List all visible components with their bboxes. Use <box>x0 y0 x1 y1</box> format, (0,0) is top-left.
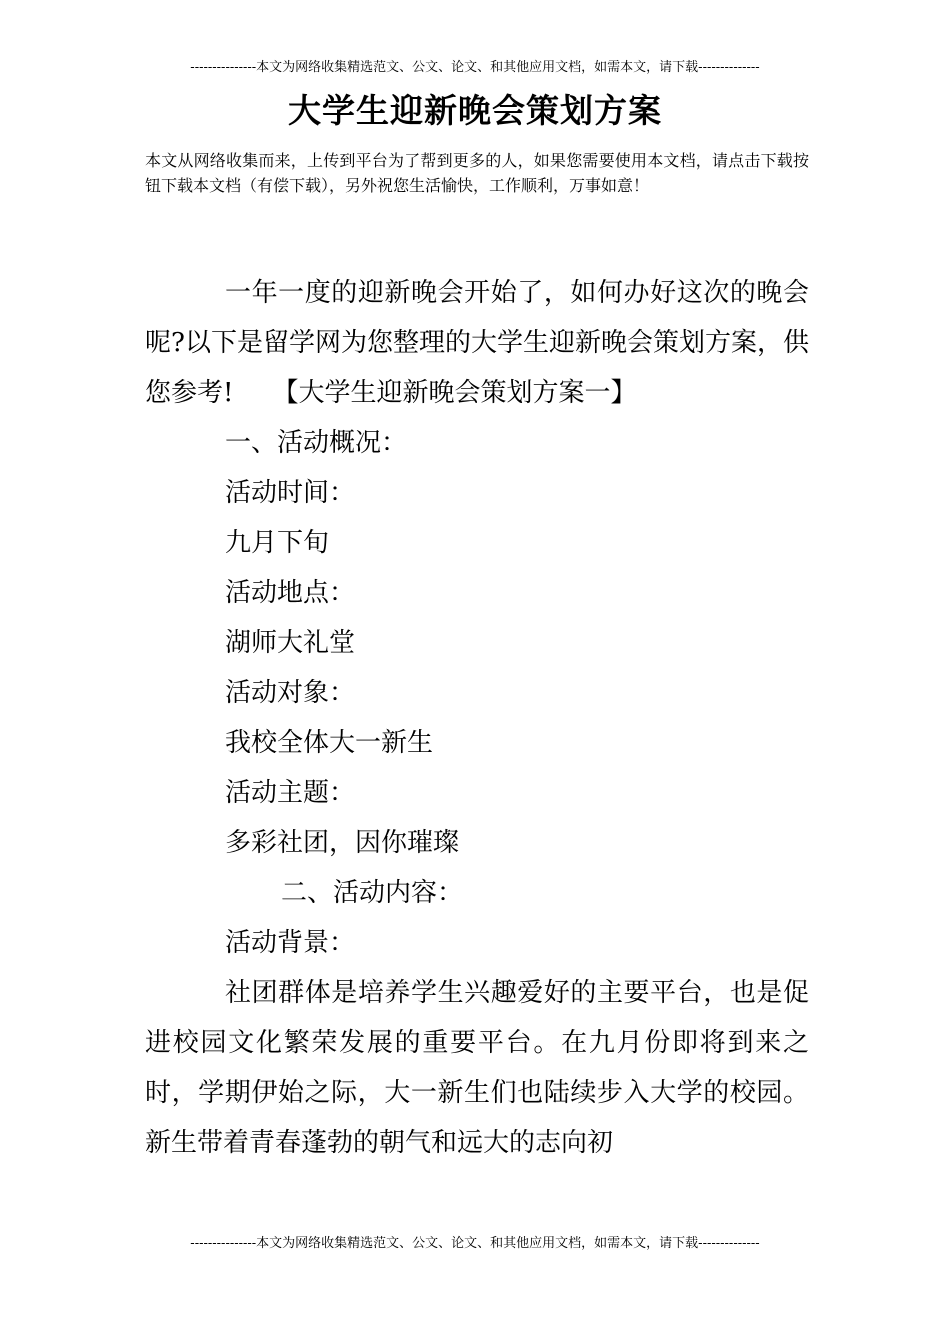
section-heading-content: 二、活动内容： <box>281 878 464 908</box>
document-title: 大学生迎新晚会策划方案 <box>288 91 662 130</box>
section-heading-overview: 一、活动概况： <box>225 428 408 458</box>
document-body <box>145 268 809 1168</box>
background-label: 活动背景： <box>225 928 356 958</box>
activity-theme-value: 多彩社团，因你璀璨 <box>225 828 460 858</box>
activity-theme-label: 活动主题： <box>225 778 356 808</box>
activity-target-label: 活动对象： <box>225 678 356 708</box>
activity-time-label: 活动时间： <box>225 478 356 508</box>
activity-place-value: 湖师大礼堂 <box>225 628 356 658</box>
activity-place-label: 活动地点： <box>225 578 356 608</box>
background-paragraph: 社团群体是培养学生兴趣爱好的主要平台，也是促进校园文化繁荣发展的重要平台。在九月份即将到来之时，学期伊始之际，大一新生们也陆续步入大学的校园。新生带着青春蓬勃的朝气和远大的志向初 <box>145 978 809 1158</box>
opening-paragraph: 一年一度的迎新晚会开始了，如何办好这次的晚会呢?以下是留学网为您整理的大学生迎新晚会策划方案，供您参考! 【大学生迎新晚会策划方案一】 <box>145 278 809 408</box>
page-header: ---------------本文为网络收集精选范文、公文、论文、和其他应用文档，如需本文，请下载-------------- <box>190 60 760 75</box>
activity-target-value: 我校全体大一新生 <box>225 728 434 758</box>
page-footer: ---------------本文为网络收集精选范文、公文、论文、和其他应用文档，如需本文，请下载-------------- <box>190 1236 760 1251</box>
intro-note: 本文从网络收集而来，上传到平台为了帮到更多的人，如果您需要使用本文档，请点击下载按钮下载本文档（有偿下载），另外祝您生活愉快，工作顺利，万事如意！ <box>145 151 809 195</box>
activity-time-value: 九月下旬 <box>225 528 330 558</box>
